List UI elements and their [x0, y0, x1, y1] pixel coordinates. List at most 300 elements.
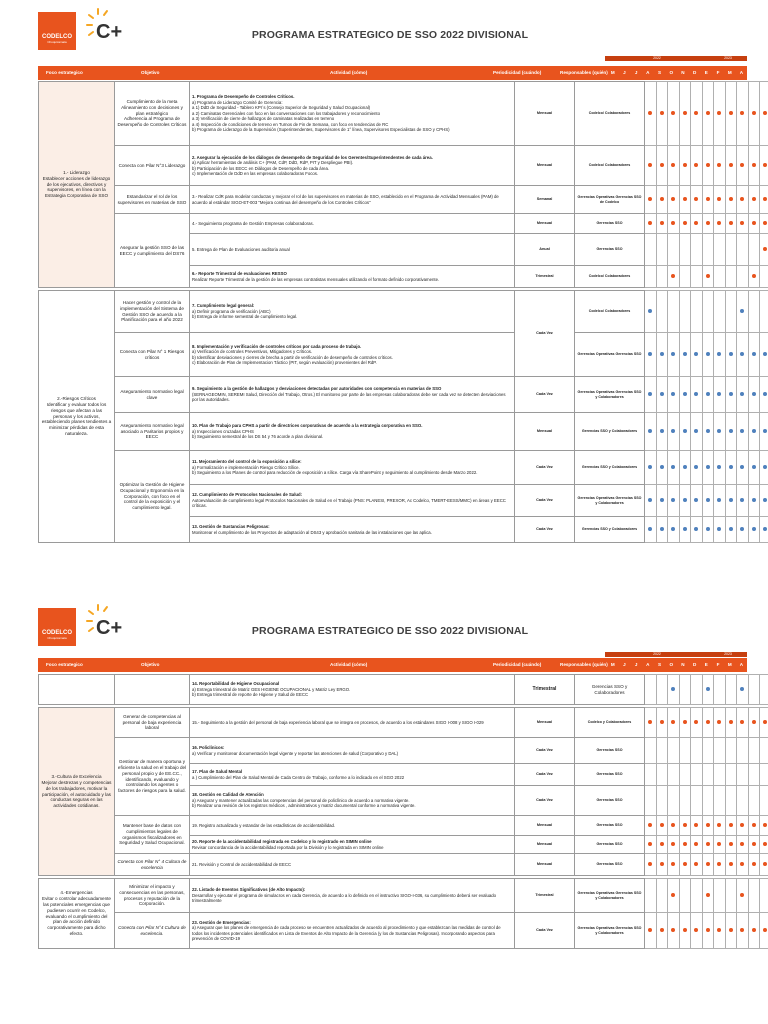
activity-title: 16. Policlínicos: [192, 745, 225, 750]
month-cell [748, 485, 760, 517]
month-cell [656, 708, 668, 738]
month-cell [760, 214, 768, 234]
activity-text: a) Verificación de controles Preventivos, Mitigadores y Críticos. b) Identificar desviaciones y cierres de brecha a partir de verificación de desempeño de controles críticos. c) Elaboración de Plan de Implementacion Táctico (PIT, según evaluación) provenientes del RdP. [192, 349, 393, 365]
activity-title: 17. Plan de Salud Mental [192, 769, 243, 774]
per-cell: Mensual [515, 816, 575, 836]
month-10: M [727, 662, 732, 667]
month-10: M [727, 70, 732, 75]
activity-13 [190, 517, 515, 543]
month-cell [645, 764, 657, 786]
activity-text: a) Asegurar que los planes de emergencia de cada proceso se encuentren actualizados de acuerdo al procedimiento y que establezcan las medidas de control de todos los incidentes potenciales identificados en Lista de Eventos de Alto Impacto de la Gerencia (y los de Sustancias Peligrosas). Incorporando aspectos para prevención de COVID-19 [192, 925, 501, 941]
planned-dot [694, 163, 698, 167]
month-cell [748, 517, 760, 543]
month-cell [656, 291, 668, 333]
month-cell [656, 913, 668, 949]
month-cell [645, 82, 657, 146]
per-cell: Mensual [515, 214, 575, 234]
planned-dot [660, 352, 664, 356]
planned-dot [683, 429, 687, 433]
planned-dot [729, 197, 733, 201]
planned-dot [729, 823, 733, 827]
planned-dot [683, 197, 687, 201]
month-cell [645, 836, 657, 854]
planned-dot [706, 498, 710, 502]
planned-dot [660, 928, 664, 932]
obj-cell: Asegurar la gestión SSO de las EECC y cumplimiento del DS76 [115, 214, 190, 288]
month-cell [702, 413, 714, 451]
month-cell [679, 517, 691, 543]
planned-dot [706, 221, 710, 225]
per-cell: Mensual [515, 413, 575, 451]
col-objetivo: Objetivo [141, 70, 160, 75]
month-4: S [658, 662, 662, 667]
month-cell [714, 854, 726, 876]
month-cell [645, 266, 657, 288]
month-cell [760, 913, 768, 949]
month-cell [737, 186, 749, 214]
month-cell [691, 82, 703, 146]
activity-text: Realizar Reporte Trimestral de la gestión de las empresas contratistas mensuales utilizando el formato definido corporativamente. [192, 276, 440, 282]
planned-dot [740, 429, 744, 433]
month-cell [714, 913, 726, 949]
planned-dot [671, 687, 675, 691]
month-cell [668, 517, 680, 543]
activity-15 [190, 708, 515, 738]
month-cell [679, 764, 691, 786]
month-5: O [669, 662, 674, 667]
planned-dot [740, 309, 744, 313]
col-responsables-2: Responsables (quién) [560, 662, 608, 667]
planned-dot [648, 465, 652, 469]
month-cell [668, 675, 680, 705]
obj-cell: Conecta con Pilar N° 1 Riesgos críticos [115, 333, 190, 377]
month-cell [725, 291, 737, 333]
month-cell [748, 291, 760, 333]
month-cell [668, 186, 680, 214]
month-cell [714, 738, 726, 764]
planned-dot [648, 352, 652, 356]
activity-title: 13. Gestión de Sustancias Peligrosas: [192, 524, 270, 529]
col-actividad-2: Actividad (cómo) [330, 662, 368, 667]
activity-text: a ) Cumplimiento del Plan de Salud Mental de Cada Centro de Trabajo, conforme a lo indicado en el SGO 2022 [192, 774, 405, 780]
planned-dot [706, 893, 710, 897]
resp-cell: Gerencias Operativas Gerencias SSO y Colaboradores [575, 377, 645, 413]
activity-3 [190, 186, 515, 214]
activity-16 [190, 738, 515, 764]
activity-text: 21. Revisión y Control de accidentabilidad de EECC [192, 861, 292, 867]
month-cell [645, 786, 657, 816]
month-cell [714, 675, 726, 705]
planned-dot [729, 498, 733, 502]
planned-dot [706, 163, 710, 167]
activity-6 [190, 266, 515, 288]
month-cell [656, 738, 668, 764]
activity-text: 3.- Realizar CdR para modelar conductas y mejorar el rol de los supervisores en materias de SSO, establecido en el Programa de Actividad Mensuales (PAM) de acuerdo al estándar SIGO-ET-003 "Mejora continua del desempeño de los Controles Críticos" [192, 194, 499, 205]
month-cell [725, 82, 737, 146]
month-cell [656, 377, 668, 413]
month-cell [679, 234, 691, 266]
month-2: J [634, 70, 638, 75]
per-cell: Trimestral [515, 675, 575, 705]
month-cell [679, 675, 691, 705]
month-cell [760, 708, 768, 738]
planned-dot [763, 842, 767, 846]
planned-dot [694, 197, 698, 201]
month-cell [645, 708, 657, 738]
month-cell [737, 377, 749, 413]
month-cell [668, 738, 680, 764]
month-cell [668, 413, 680, 451]
month-cell [748, 738, 760, 764]
planned-dot [694, 111, 698, 115]
planned-dot [683, 928, 687, 932]
planned-dot [671, 429, 675, 433]
planned-dot [717, 823, 721, 827]
page-title: PROGRAMA ESTRATEGICO DE SSO 2022 DIVISIONAL [251, 29, 529, 41]
month-cell [679, 738, 691, 764]
month-cell [691, 913, 703, 949]
resp-cell: Gerencias SSO [575, 764, 645, 786]
month-9: F [716, 662, 720, 667]
planned-dot [648, 928, 652, 932]
month-cell [645, 146, 657, 186]
month-cell [679, 214, 691, 234]
planned-dot [683, 111, 687, 115]
month-cell [760, 854, 768, 876]
activity-5 [190, 234, 515, 266]
col-responsables: Responsables (quién) [560, 70, 608, 75]
month-cell [737, 146, 749, 186]
month-cell [725, 333, 737, 377]
month-cell [760, 451, 768, 485]
month-cell [725, 146, 737, 186]
activity-title: 2. Asegurar la ejecución de los diálogos de desempeño de Seguridad de los Gerentes/Superintendentes de cada área. [192, 154, 433, 160]
activity-4 [190, 214, 515, 234]
month-cell [760, 413, 768, 451]
month-cell [760, 186, 768, 214]
planned-dot [671, 197, 675, 201]
planned-dot [648, 498, 652, 502]
per-cell: Mensual [515, 82, 575, 146]
year-2022-p2: 2022 [605, 652, 709, 657]
planned-dot [671, 111, 675, 115]
month-cell [760, 146, 768, 186]
planned-dot [671, 893, 675, 897]
month-cell [725, 186, 737, 214]
month-cell [702, 234, 714, 266]
planned-dot [648, 111, 652, 115]
obj-cell: Hacer gestión y control de la implementación del Sistema de Gestión SSO de acuerdo a la Planificación para el año 2022 [115, 291, 190, 333]
month-cell [725, 738, 737, 764]
activity-14 [190, 675, 515, 705]
month-cell [656, 836, 668, 854]
month-cell [645, 377, 657, 413]
month-cell [725, 879, 737, 913]
planned-dot [683, 823, 687, 827]
month-8: E [704, 70, 708, 75]
month-cell [679, 854, 691, 876]
activity-17 [190, 764, 515, 786]
planned-dot [729, 928, 733, 932]
obj-cell: Generar de competencias al personal de baja experiencia laboral [115, 708, 190, 738]
month-cell [702, 146, 714, 186]
planned-dot [729, 720, 733, 724]
month-cell [668, 451, 680, 485]
planned-dot [729, 862, 733, 866]
month-cell [702, 738, 714, 764]
month-cell [679, 913, 691, 949]
month-cell [702, 764, 714, 786]
planned-dot [729, 527, 733, 531]
page-title-2: PROGRAMA ESTRATEGICO DE SSO 2022 DIVISIONAL [251, 625, 529, 637]
planned-dot [752, 842, 756, 846]
planned-dot [660, 823, 664, 827]
month-cell [714, 234, 726, 266]
month-cell [668, 82, 680, 146]
activity-8 [190, 333, 515, 377]
planned-dot [752, 197, 756, 201]
month-cell [679, 786, 691, 816]
month-cell [714, 266, 726, 288]
obj-cell: Mantener base de datos con cumplimientos legales de organismos fiscalizadores en Seguridad y Salud Ocupacional. [115, 816, 190, 854]
month-cell [691, 186, 703, 214]
month-cell [748, 764, 760, 786]
resp-cell: Gerencias Operativas Gerencias SSO de Codelco [575, 186, 645, 214]
month-cell [645, 291, 657, 333]
month-cell [748, 786, 760, 816]
per-cell: Cada Vez [515, 913, 575, 949]
month-cell [760, 266, 768, 288]
month-cell [691, 816, 703, 836]
month-cell [679, 377, 691, 413]
foco-cell [39, 675, 115, 705]
month-cell [748, 333, 760, 377]
month-cell [702, 214, 714, 234]
month-0: M [610, 662, 615, 667]
activity-10 [190, 413, 515, 451]
resp-cell: Gerencias SSO [575, 738, 645, 764]
month-cell [714, 816, 726, 836]
planned-dot [660, 862, 664, 866]
month-cell [702, 836, 714, 854]
month-cell [737, 816, 749, 836]
month-cell [691, 291, 703, 333]
month-cell [714, 451, 726, 485]
col-actividad: Actividad (cómo) [330, 70, 368, 75]
month-cell [691, 377, 703, 413]
planned-dot [740, 823, 744, 827]
month-cell [656, 786, 668, 816]
planned-dot [683, 498, 687, 502]
svg-text:C+: C+ [96, 21, 123, 43]
month-cell [645, 413, 657, 451]
planned-dot [671, 842, 675, 846]
month-cell [748, 879, 760, 913]
month-cell [702, 266, 714, 288]
planned-dot [648, 842, 652, 846]
codelco-logo-2: CODELCO Chuquicamata [38, 608, 76, 646]
month-cell [668, 764, 680, 786]
month-cell [679, 266, 691, 288]
resp-cell: Codelco/ Colaboradores [575, 82, 645, 146]
resp-cell: Gerencias SSO y Colaboradores [575, 517, 645, 543]
month-cell [668, 708, 680, 738]
month-4: S [658, 70, 662, 75]
month-cell [656, 816, 668, 836]
month-cell [679, 291, 691, 333]
col-objetivo-2: Objetivo [141, 662, 160, 667]
activity-title: 12. Cumplimiento de Protocolos Nacionales de Salud: [192, 492, 303, 498]
activity-text: a) Verificar y monitorear documentación legal vigente y reportar las atenciones de salud (Corporativo y DAL) [192, 750, 399, 756]
planned-dot [752, 465, 756, 469]
foco-cell: 3.-Cultura de Excelencia Mejorar destrezas y competencias de los trabajadores, motivar la participación, el autocuidado y las conductas seguras en las actividades cotidianas. [39, 708, 115, 876]
month-cell [748, 82, 760, 146]
month-cell [656, 764, 668, 786]
planned-dot [683, 465, 687, 469]
month-cell [679, 186, 691, 214]
planned-dot [660, 720, 664, 724]
planned-dot [694, 842, 698, 846]
planned-dot [648, 429, 652, 433]
month-cell [668, 816, 680, 836]
month-cell [656, 854, 668, 876]
planned-dot [763, 862, 767, 866]
activity-text: 19. Registro actualizado y estandar de las estadísticas de accidentabilidad. [192, 822, 336, 828]
activity-title: 7. Cumplimiento legal general: [192, 303, 255, 309]
resp-cell: Codelco y Colaboradores [575, 708, 645, 738]
obj-cell [115, 675, 190, 705]
activity-text: 15.- Seguimiento a la gestión del personal de baja experiencia laboral que se integra en procesos, de acuerdo a los estándares SIGO I-008 y SIGO I-029 [192, 719, 484, 725]
month-cell [714, 879, 726, 913]
month-cell [748, 413, 760, 451]
planned-dot [729, 111, 733, 115]
month-cell [737, 836, 749, 854]
month-cell [668, 786, 680, 816]
month-5: O [669, 70, 674, 75]
per-cell: Semanal [515, 186, 575, 214]
planned-dot [660, 527, 664, 531]
planned-dot [729, 163, 733, 167]
month-cell [714, 146, 726, 186]
month-cell [691, 266, 703, 288]
month-cell [737, 913, 749, 949]
month-cell [679, 413, 691, 451]
month-cell [737, 82, 749, 146]
planned-dot [660, 163, 664, 167]
month-cell [691, 333, 703, 377]
resp-cell: Codelco/ Colaboradores [575, 291, 645, 333]
resp-cell: Gerencias SSO [575, 836, 645, 854]
planned-dot [740, 465, 744, 469]
activity-title: 1. Programa de Desempeño de Controles Críticos. [192, 94, 295, 100]
planned-dot [752, 823, 756, 827]
planned-dot [740, 163, 744, 167]
month-cell [725, 764, 737, 786]
month-cell [714, 764, 726, 786]
planned-dot [740, 842, 744, 846]
svg-text:C+: C+ [96, 617, 123, 639]
planned-dot [729, 221, 733, 225]
planned-dot [717, 352, 721, 356]
planned-dot [660, 465, 664, 469]
month-cell [691, 738, 703, 764]
foco sel-cell: 4.-Emergencias Evitar o controlar adecuadamente las potenciales emergencias que pudiesen ocurrir en Codelco, evaluando el cumplimiento del plan de acción definido corporativamente para dicho efecto. [39, 879, 115, 949]
planned-dot [763, 221, 767, 225]
planned-dot [694, 465, 698, 469]
activity-2 [190, 146, 515, 186]
planned-dot [683, 527, 687, 531]
col-periodicidad-2: Periodicidad (cuándo) [493, 662, 542, 667]
month-cell [668, 291, 680, 333]
month-cell [748, 913, 760, 949]
planned-dot [706, 392, 710, 396]
per-cell: Mensual [515, 708, 575, 738]
planned-dot [729, 465, 733, 469]
month-cell [748, 836, 760, 854]
month-cell [714, 517, 726, 543]
activity-text: a) Programa de Liderazgo Comité de Gerencia: a 1) DdD de Seguridad - Tablero KPI´s (Consejo Superior de Seguridad y Salud Ocupacional) a 2) Caminatas Gerenciales con foco en las conversaciones con los trabajadores y reconocimiento a 3) Verificación de cierre de hallazgos de caminatas realizadas en terreno a 4) Inspección de condiciones de terreno en Turnos de Fin de Semana, con foco en tendencias de RC b) Programa de Liderazgo de la Supervisión (Superintendentes, Supervisores de 1° línea, Supervisores Especialistas de SSO y CPHS) [192, 99, 450, 133]
planned-dot [671, 527, 675, 531]
month-cell [748, 146, 760, 186]
month-1: J [623, 662, 626, 667]
month-cell [702, 879, 714, 913]
resp-cell: Gerencias SSO [575, 854, 645, 876]
planned-dot [763, 465, 767, 469]
month-7: D [692, 70, 697, 75]
obj-cell: Conecta con Pilar N° 4 Cultura de excelencia [115, 854, 190, 876]
month-cell [656, 146, 668, 186]
month-cell [725, 451, 737, 485]
planned-dot [752, 498, 756, 502]
month-cell [668, 214, 680, 234]
month-cell [702, 913, 714, 949]
obj-cell: Conecta con Pilar N°3 Liderazgo [115, 146, 190, 186]
planned-dot [740, 197, 744, 201]
month-cell [725, 786, 737, 816]
table-header [38, 66, 747, 80]
month-cell [760, 234, 768, 266]
per-cell: Cada Vez [515, 485, 575, 517]
planned-dot [694, 928, 698, 932]
month-cell [760, 377, 768, 413]
month-cell [702, 854, 714, 876]
month-cell [645, 333, 657, 377]
month-cell [725, 413, 737, 451]
planned-dot [752, 221, 756, 225]
planned-dot [763, 429, 767, 433]
month-cell [645, 234, 657, 266]
planned-dot [706, 842, 710, 846]
month-cell [760, 291, 768, 333]
activity-title: 20. Reporte de la accidentabilidad registrada en Codelco y lo registrado en SIMIN online [192, 839, 372, 844]
planned-dot [694, 221, 698, 225]
month-cell [645, 854, 657, 876]
planned-dot [706, 862, 710, 866]
month-cell [737, 517, 749, 543]
month-cell [748, 708, 760, 738]
month-cell [656, 675, 668, 705]
planned-dot [671, 221, 675, 225]
planned-dot [694, 862, 698, 866]
activity-12 [190, 485, 515, 517]
month-cell [645, 485, 657, 517]
planned-dot [763, 163, 767, 167]
planned-dot [763, 498, 767, 502]
month-cell [702, 82, 714, 146]
activity-text: a) Aplicar herramientas de análisis C+ (PAM, CdP, DdD, RdP, PIT y Despliegue PBI). b) Participación de los EECC en Diálogos de Desempeño de cada área. c) Implementación de DdD en las empresas colaboradoras Focos. [192, 160, 354, 176]
planned-dot [740, 720, 744, 724]
planned-dot [694, 720, 698, 724]
